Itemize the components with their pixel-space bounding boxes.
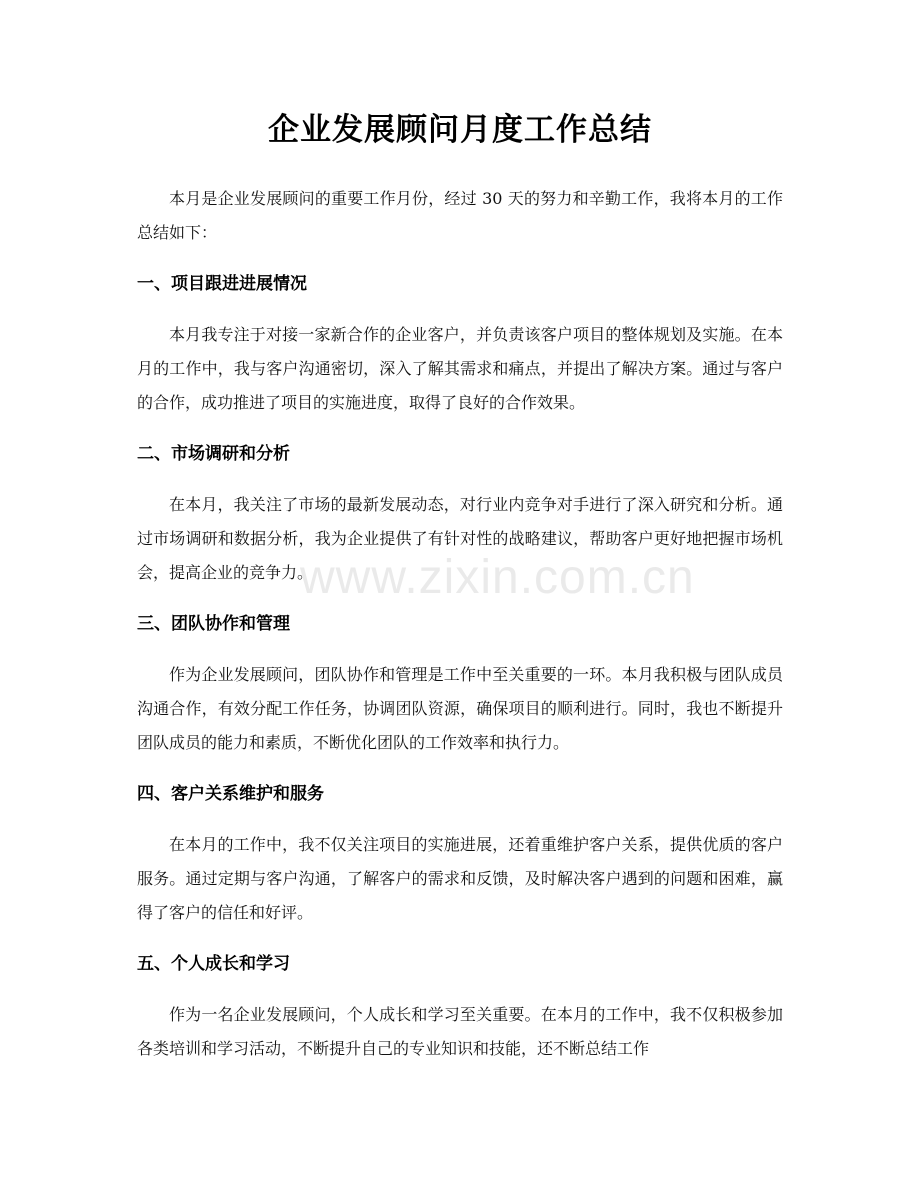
section-body-4: 在本月的工作中，我不仅关注项目的实施进展，还着重维护客户关系，提供优质的客户服务。通过定期与客户沟通，了解客户的需求和反馈，及时解决客户遇到的问题和困难，赢得了客户的信任和好评。 bbox=[137, 835, 783, 922]
section-heading-5: 五、个人成长和学习 bbox=[137, 954, 290, 974]
section-body-2: 在本月，我关注了市场的最新发展动态，对行业内竞争对手进行了深入研究和分析。通过市场调研和数据分析，我为企业提供了有针对性的战略建议，帮助客户更好地把握市场机会，提高企业的竞争力。 bbox=[137, 495, 783, 582]
section-heading-3: 三、团队协作和管理 bbox=[137, 614, 290, 634]
document-title: 企业发展顾问月度工作总结 bbox=[268, 112, 652, 148]
section-heading-2: 二、市场调研和分析 bbox=[137, 444, 290, 464]
section-heading-1: 一、项目跟进进展情况 bbox=[137, 274, 307, 294]
section-body-1: 本月我专注于对接一家新合作的企业客户，并负责该客户项目的整体规划及实施。在本月的工作中，我与客户沟通密切，深入了解其需求和痛点，并提出了解决方案。通过与客户的合作，成功推进了项目的实施进度，取得了良好的合作效果。 bbox=[137, 325, 783, 412]
intro-paragraph: 本月是企业发展顾问的重要工作月份，经过 30 天的努力和辛勤工作，我将本月的工作总结如下： bbox=[137, 189, 783, 242]
watermark: www.zixin.com.cn bbox=[300, 551, 695, 604]
section-body-5: 作为一名企业发展顾问，个人成长和学习至关重要。在本月的工作中，我不仅积极参加各类培训和学习活动，不断提升自己的专业知识和技能，还不断总结工作 bbox=[137, 1005, 783, 1058]
section-heading-4: 四、客户关系维护和服务 bbox=[137, 784, 324, 804]
section-body-3: 作为企业发展顾问，团队协作和管理是工作中至关重要的一环。本月我积极与团队成员沟通合作，有效分配工作任务，协调团队资源，确保项目的顺利进行。同时，我也不断提升团队成员的能力和素质，不断优化团队的工作效率和执行力。 bbox=[137, 665, 783, 752]
